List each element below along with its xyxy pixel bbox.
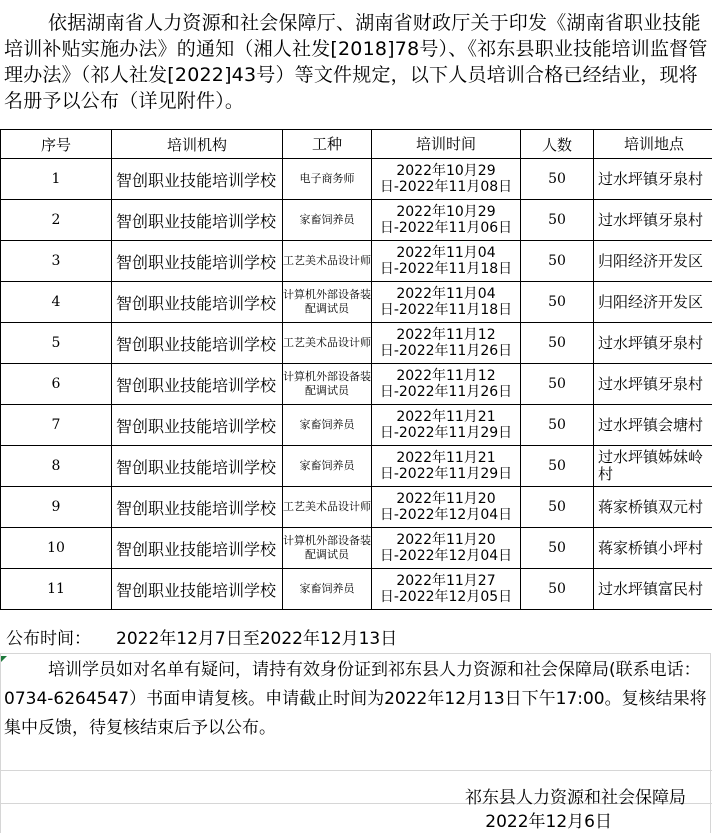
- row-time: 2022年11月20日-2022年12月04日: [372, 487, 521, 528]
- header-count: 人数: [521, 130, 594, 159]
- row-type: 家畜饲养员: [283, 200, 372, 241]
- row-location: 归阳经济开发区: [594, 241, 712, 282]
- row-index: 2: [1, 200, 112, 241]
- row-time: 2022年11月21日-2022年11月29日: [372, 405, 521, 446]
- row-org: 智创职业技能培训学校: [112, 487, 283, 528]
- publication-label: 公布时间：: [6, 629, 91, 649]
- row-index: 3: [1, 241, 112, 282]
- row-count: 50: [521, 159, 594, 200]
- row-org: 智创职业技能培训学校: [112, 405, 283, 446]
- row-index: 5: [1, 323, 112, 364]
- row-index: 8: [1, 446, 112, 487]
- table-row: [1, 282, 712, 323]
- row-org: 智创职业技能培训学校: [112, 282, 283, 323]
- table-row: [1, 405, 712, 446]
- row-index: 11: [1, 569, 112, 610]
- row-count: 50: [521, 364, 594, 405]
- gridline: [710, 653, 711, 833]
- row-org: 智创职业技能培训学校: [112, 323, 283, 364]
- table-row: [1, 323, 712, 364]
- table-row: [1, 487, 712, 528]
- signature-org: 祁东县人力资源和社会保障局: [465, 788, 686, 808]
- row-time: 2022年11月04日-2022年11月18日: [372, 241, 521, 282]
- row-index: 7: [1, 405, 112, 446]
- row-type: 家畜饲养员: [283, 405, 372, 446]
- row-index: 6: [1, 364, 112, 405]
- row-type: 计算机外部设备装配调试员: [283, 282, 372, 323]
- row-count: 50: [521, 446, 594, 487]
- row-location: 过水坪镇会塘村: [594, 405, 712, 446]
- header-org: 培训机构: [112, 130, 283, 159]
- row-count: 50: [521, 569, 594, 610]
- row-type: 计算机外部设备装配调试员: [283, 364, 372, 405]
- table-row: [1, 569, 712, 610]
- row-index: 9: [1, 487, 112, 528]
- row-time: 2022年11月20日-2022年12月04日: [372, 528, 521, 569]
- row-org: 智创职业技能培训学校: [112, 159, 283, 200]
- row-location: 归阳经济开发区: [594, 282, 712, 323]
- row-location: 蒋家桥镇小坪村: [594, 528, 712, 569]
- table-row: [1, 446, 712, 487]
- publication-row: [0, 620, 710, 654]
- row-count: 50: [521, 282, 594, 323]
- row-location: 过水坪镇牙泉村: [594, 323, 712, 364]
- row-location: 蒋家桥镇双元村: [594, 487, 712, 528]
- row-time: 2022年11月12日-2022年11月26日: [372, 323, 521, 364]
- row-type: 计算机外部设备装配调试员: [283, 528, 372, 569]
- row-location: 过水坪镇富民村: [594, 569, 712, 610]
- row-org: 智创职业技能培训学校: [112, 200, 283, 241]
- row-index: 1: [1, 159, 112, 200]
- row-count: 50: [521, 405, 594, 446]
- row-location: 过水坪镇牙泉村: [594, 159, 712, 200]
- publication-period: 2022年12月7日至2022年12月13日: [116, 629, 398, 649]
- row-time: 2022年11月12日-2022年11月26日: [372, 364, 521, 405]
- row-location: 过水坪镇牙泉村: [594, 364, 712, 405]
- header-time: 培训时间: [372, 130, 521, 159]
- row-org: 智创职业技能培训学校: [112, 364, 283, 405]
- row-type: 工艺美术品设计师: [283, 487, 372, 528]
- table-row: [1, 159, 712, 200]
- row-count: 50: [521, 487, 594, 528]
- header-location: 培训地点: [594, 130, 712, 159]
- row-org: 智创职业技能培训学校: [112, 241, 283, 282]
- row-time: 2022年10月29日-2022年11月08日: [372, 159, 521, 200]
- row-type: 工艺美术品设计师: [283, 323, 372, 364]
- row-type: 工艺美术品设计师: [283, 241, 372, 282]
- table-row: [1, 200, 712, 241]
- intro-paragraph: 依据湖南省人力资源和社会保障厅、湖南省财政厅关于印发《湖南省职业技能培训补贴实施办法》的通知（湘人社发[2018]78号）、《祁东县职业技能培训监督管理办法》（祁人社发[2022]43号）等文件规定，以下人员培训合格已经结业，现将名册予以公布（详见附件）。: [4, 12, 708, 112]
- table-row: [1, 364, 712, 405]
- row-type: 家畜饲养员: [283, 569, 372, 610]
- row-count: 50: [521, 241, 594, 282]
- row-org: 智创职业技能培训学校: [112, 569, 283, 610]
- row-org: 智创职业技能培训学校: [112, 446, 283, 487]
- row-type: 家畜饲养员: [283, 446, 372, 487]
- row-location: 过水坪镇牙泉村: [594, 200, 712, 241]
- row-time: 2022年11月27日-2022年12月05日: [372, 569, 521, 610]
- gridline: [0, 770, 712, 771]
- table-row: [1, 528, 712, 569]
- review-notice-paragraph: 培训学员如对名单有疑问，请持有效身份证到祁东县人力资源和社会保障局(联系电话：0734-6264547）书面申请复核。申请截止时间为2022年12月13日下午17:00。复核结果将集中反馈，待复核结束后予以公布。: [4, 660, 707, 738]
- table-row: [1, 241, 712, 282]
- row-time: 2022年11月04日-2022年11月18日: [372, 282, 521, 323]
- row-time: 2022年10月29日-2022年11月06日: [372, 200, 521, 241]
- gridline: [0, 653, 1, 833]
- header-type: 工种: [283, 130, 372, 159]
- table-header-row: [1, 130, 712, 159]
- training-roster-table: [0, 129, 712, 610]
- row-index: 10: [1, 528, 112, 569]
- row-index: 4: [1, 282, 112, 323]
- row-count: 50: [521, 323, 594, 364]
- row-time: 2022年11月21日-2022年11月29日: [372, 446, 521, 487]
- row-type: 电子商务师: [283, 159, 372, 200]
- row-count: 50: [521, 528, 594, 569]
- row-count: 50: [521, 200, 594, 241]
- signature-date: 2022年12月6日: [485, 812, 612, 832]
- header-index: 序号: [1, 130, 112, 159]
- row-location: 过水坪镇姊妹岭村: [594, 446, 712, 487]
- row-org: 智创职业技能培训学校: [112, 528, 283, 569]
